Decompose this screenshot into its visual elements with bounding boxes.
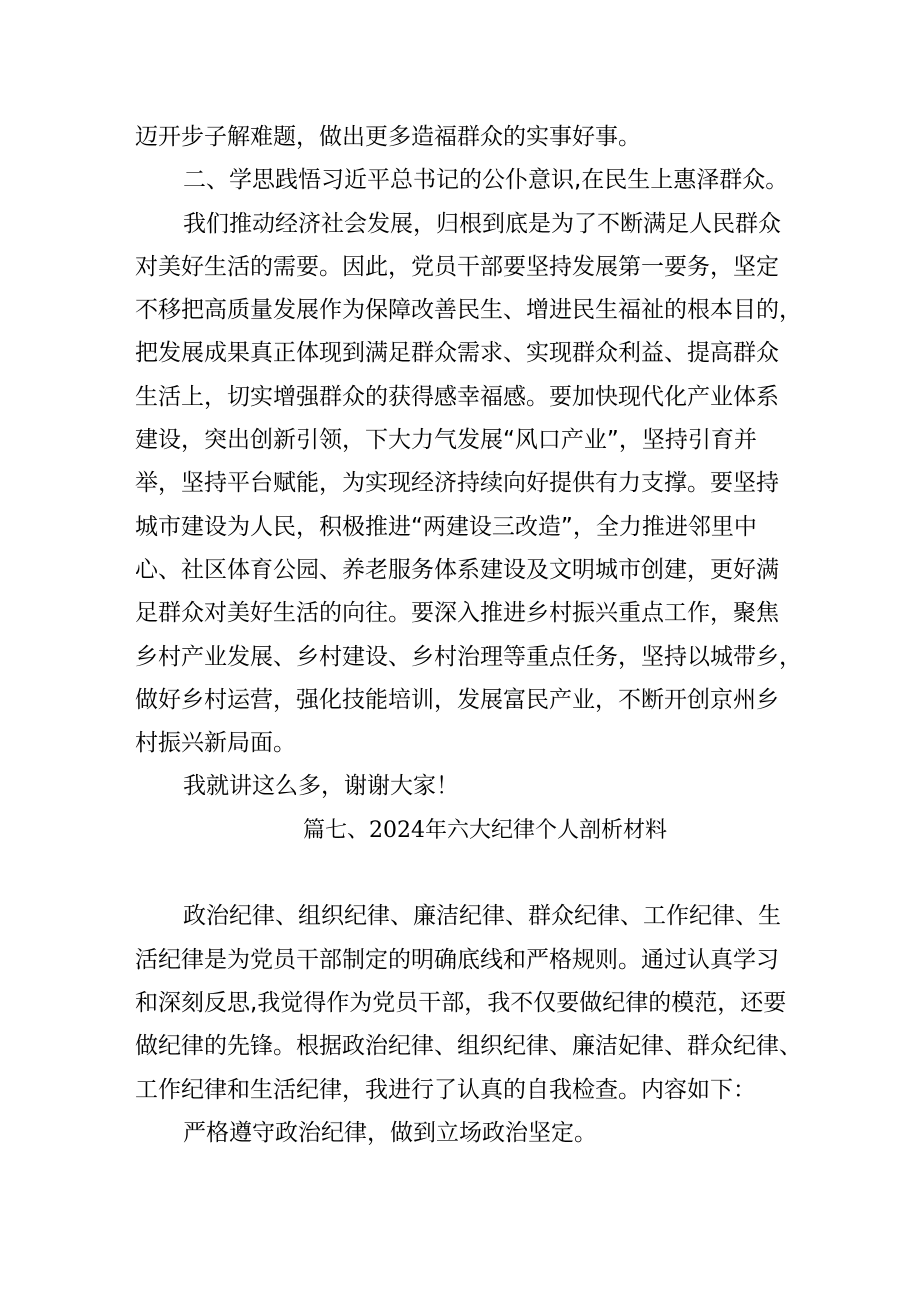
- document-body: [135, 116, 802, 1155]
- chapter-title: 篇七、2024年六大纪律个人剖析材料: [303, 817, 667, 843]
- paragraph-line: 活纪律是为党员干部制定的明确底线和严格规则。通过认真学习: [135, 946, 779, 973]
- paragraph-line: 举，坚持平台赋能，为实现经济持续向好提供有力支撑。要坚持: [135, 470, 779, 497]
- paragraph-line: 把发展成果真正体现到满足群众需求、实现群众利益、提高群众: [135, 340, 779, 367]
- paragraph-line: 城市建设为人民，积极推进“两建设三改造”，全力推进邻里中: [135, 513, 757, 540]
- paragraph-line: 建设，突出创新引领，下大力气发展“风口产业”，坚持引育并: [135, 427, 757, 454]
- paragraph-line: 做纪律的先锋。根据政治纪律、组织纪律、廉洁妃律、群众纪律、: [135, 1033, 802, 1060]
- blank-gap: [135, 852, 795, 895]
- subsection-heading: 严格遵守政治纪律，做到立场政治坚定。: [183, 1119, 597, 1146]
- paragraph-line: 对美好生活的需要。因此，党员干部要坚持发展第一要务，坚定: [135, 253, 779, 280]
- paragraph-line: 足群众对美好生活的向往。要深入推进乡村振兴重点工作，聚焦: [135, 600, 779, 627]
- paragraph-line: 工作纪律和生活纪律，我进行了认真的自我检查。内容如下：: [135, 1076, 756, 1103]
- closing-remark: 我就讲这么多，谢谢大家！: [183, 773, 459, 800]
- paragraph-line: 乡村产业发展、乡村建设、乡村治理等重点任务，坚持以城带乡，: [135, 643, 802, 670]
- paragraph-line: 心、社区体育公园、养老服务体系建设及文明城市创建，更好满: [135, 556, 779, 583]
- paragraph-line: 不移把高质量发展作为保障改善民生、增进民生福祉的根本目的，: [135, 297, 802, 324]
- paragraph-line: 我们推动经济社会发展，归根到底是为了不断满足人民群众: [183, 210, 781, 237]
- section-heading: 二、学思践悟习近平总书记的公仆意识,在民生上惠泽群众。: [183, 167, 789, 194]
- paragraph-line: 生活上，切实增强群众的获得感幸福感。要加快现代化产业体系: [135, 383, 779, 410]
- paragraph-line: 政治纪律、组织纪律、廉洁纪律、群众纪律、工作纪律、生: [183, 903, 781, 930]
- paragraph-line: 村振兴新局面。: [135, 730, 296, 757]
- paragraph-line: 做好乡村运营，强化技能培训，发展富民产业，不断开创京州乡: [135, 686, 779, 713]
- paragraph-line: 和深刻反思,我觉得作为党员干部，我不仅要做纪律的模范，还要: [135, 989, 787, 1016]
- paragraph-line: 迈开步子解难题，做出更多造福群众的实事好事。: [135, 124, 641, 150]
